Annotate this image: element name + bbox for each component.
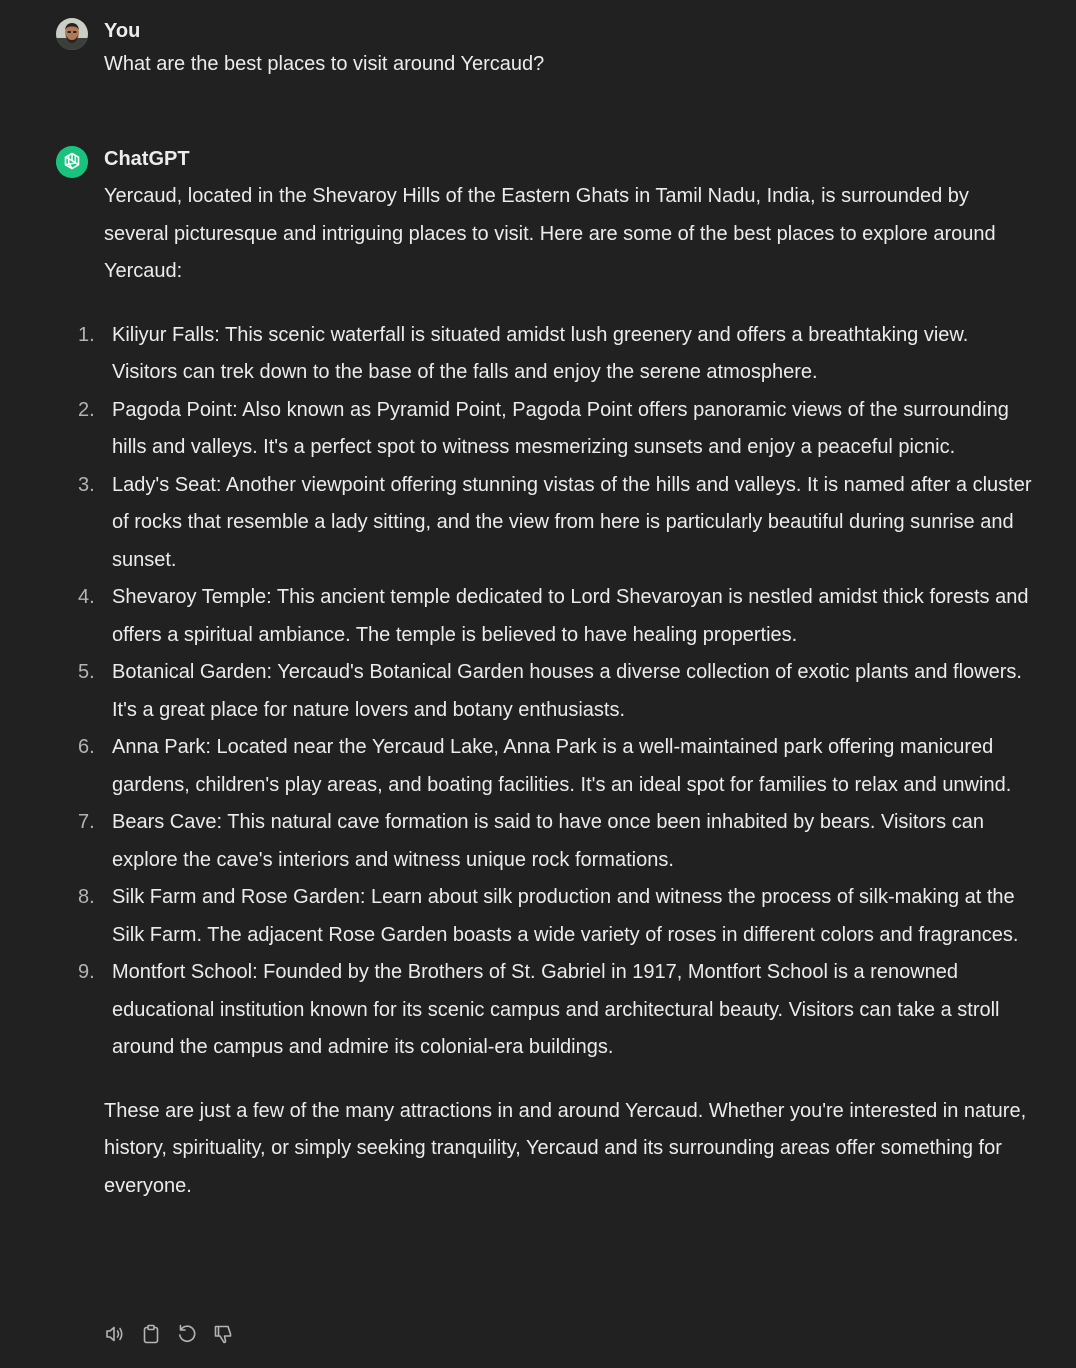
list-item bbox=[78, 804, 1036, 879]
chatgpt-logo-icon bbox=[56, 146, 88, 178]
list-item-text: Montfort School: Founded by the Brothers of St. Gabriel in 1917, Montfort School is a renowned educational institution known for its scenic campus and architectural beauty. Visitors can take a stroll around the campus and admire its colonial-era buildings. bbox=[112, 961, 1000, 1058]
list-item bbox=[78, 317, 1036, 392]
assistant-response bbox=[78, 178, 1036, 1205]
list-item bbox=[78, 954, 1036, 1067]
list-item-number: 8. bbox=[78, 886, 95, 908]
places-list bbox=[78, 317, 1036, 1067]
list-item-text: Pagoda Point: Also known as Pyramid Point, Pagoda Point offers panoramic views of the surrounding hills and valleys. It's a perfect spot to witness mesmerizing sunsets and enjoy a peaceful picnic. bbox=[112, 398, 1009, 458]
response-intro: Yercaud, located in the Shevaroy Hills of the Eastern Ghats in Tamil Nadu, India, is surrounded by several picturesque and intriguing places to visit. Here are some of the best places to explore around Yercaud: bbox=[104, 185, 996, 282]
list-item-text: Lady's Seat: Another viewpoint offering stunning vistas of the hills and valleys. It is named after a cluster of rocks that resemble a lady sitting, and the view from here is particularly beautiful during sunrise and sunset. bbox=[112, 473, 1032, 571]
user-message-text: What are the best places to visit around Yercaud? bbox=[104, 53, 545, 75]
list-item-number: 1. bbox=[78, 323, 95, 346]
list-item-text: Shevaroy Temple: This ancient temple dedicated to Lord Shevaroyan is nestled amidst thick forests and offers a spiritual ambiance. The temple is believed to have healing properties. bbox=[112, 586, 1029, 646]
list-item bbox=[78, 467, 1036, 580]
regenerate-button[interactable] bbox=[176, 1322, 198, 1346]
list-item-text: Bears Cave: This natural cave formation is said to have once been inhabited by bears. Visitors can explore the cave's interiors and witness unique rock formations. bbox=[112, 811, 984, 871]
message-actions bbox=[104, 1322, 234, 1346]
user-name: You bbox=[104, 20, 141, 42]
list-item-number: 3. bbox=[78, 473, 95, 496]
thumbs-down-button[interactable] bbox=[212, 1322, 234, 1346]
copy-icon bbox=[140, 1323, 162, 1345]
regenerate-icon bbox=[176, 1323, 198, 1345]
list-item bbox=[78, 879, 1036, 954]
list-item-text: Silk Farm and Rose Garden: Learn about silk production and witness the process of silk-making at the Silk Farm. The adjacent Rose Garden boasts a wide variety of roses in different colors and fragrances. bbox=[112, 886, 1019, 946]
list-item bbox=[78, 392, 1036, 467]
user-avatar bbox=[56, 18, 88, 50]
list-item-number: 5. bbox=[78, 661, 95, 683]
read-aloud-button[interactable] bbox=[104, 1322, 126, 1346]
speaker-icon bbox=[104, 1323, 126, 1345]
list-item-number: 6. bbox=[78, 736, 95, 758]
list-item-number: 4. bbox=[78, 586, 95, 608]
user-message bbox=[56, 18, 1036, 78]
list-item bbox=[78, 654, 1036, 729]
list-item-number: 7. bbox=[78, 811, 95, 833]
list-item-text: Anna Park: Located near the Yercaud Lake, Anna Park is a well-maintained park offering manicured gardens, children's play areas, and boating facilities. It's an ideal spot for families to relax and unwind. bbox=[112, 736, 1012, 796]
list-item-text: Kiliyur Falls: This scenic waterfall is situated amidst lush greenery and offers a breathtaking view. Visitors can trek down to the base of the falls and enjoy the serene atmosphere. bbox=[112, 323, 969, 383]
assistant-message bbox=[56, 146, 1036, 1205]
copy-button[interactable] bbox=[140, 1322, 162, 1346]
list-item bbox=[78, 729, 1036, 804]
thumbs-down-icon bbox=[212, 1323, 234, 1345]
response-outro: These are just a few of the many attractions in and around Yercaud. Whether you're interested in nature, history, spirituality, or simply seeking tranquility, Yercaud and its surrounding areas offer something for everyone. bbox=[104, 1099, 1027, 1197]
list-item-number: 9. bbox=[78, 961, 95, 983]
assistant-name: ChatGPT bbox=[104, 148, 190, 170]
list-item-number: 2. bbox=[78, 398, 95, 421]
list-item-text: Botanical Garden: Yercaud's Botanical Garden houses a diverse collection of exotic plants and flowers. It's a great place for nature lovers and botany enthusiasts. bbox=[112, 661, 1022, 721]
list-item bbox=[78, 579, 1036, 654]
